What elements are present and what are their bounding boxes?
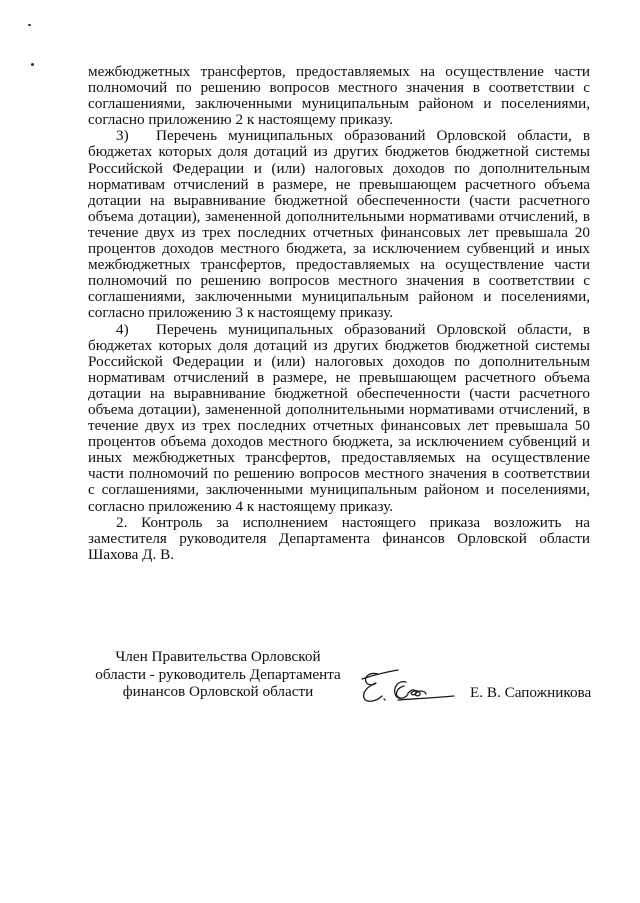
signatory-name: Е. В. Сапожникова (470, 684, 592, 701)
signature-block (0, 648, 640, 708)
scan-mark (31, 63, 34, 66)
signatory-title-line: финансов Орловской области (122, 683, 314, 700)
signatory-title-line: Член Правительства Орловской (115, 648, 321, 665)
continuation-paragraph: межбюджетных трансфертов, предоставляемых на осуществление части полномочий по решению вопросов местного значения в соответствии с соглашениями, заключенными муниципальным районом и поселениями, согласно приложению 2 к настоящему приказу. (88, 63, 590, 129)
list-item-3-number: 3) (116, 127, 129, 145)
scan-mark (28, 24, 31, 26)
paragraph-control: 2. Контроль за исполнением настоящего приказа возложить на заместителя руководителя Департамента финансов Орловской области Шахова Д. В. (88, 513, 590, 563)
signatory-title (80, 648, 356, 701)
list-item-4 (88, 322, 590, 515)
list-item-4-text: Перечень муниципальных образований Орловской области, в бюджетах которых доля дотаций из других бюджетов бюджетной системы Российской Федерации и (или) налоговых доходов по дополнительным нормативам отчислений в размере, не превышающем расчетного объема дотации на выравнивание бюджетной обеспеченности (части расчетного объема дотации), замененной дополнительными нормативами отчислений, в течение двух из трех последних отчетных финансовых лет превышала 50 процентов объема доходов местного бюджета, за исключением субвенций и иных межбюджетных трансфертов, предоставляемых на осуществление части полномочий по решению вопросов местного значения в соответствии с соглашениями, заключенными муниципальным районом и поселениями, согласно приложению 4 к настоящему приказу. (88, 320, 590, 515)
list-item-4-number: 4) (116, 320, 129, 338)
handwritten-signature (356, 662, 460, 706)
document-body (88, 64, 590, 563)
list-item-3 (88, 128, 590, 321)
list-item-3-text: Перечень муниципальных образований Орловской области, в бюджетах которых доля дотаций из других бюджетов бюджетной системы Российской Федерации и (или) налоговых доходов по дополнительным нормативам отчислений в размере, не превышающем расчетного объема дотации на выравнивание бюджетной обеспеченности (части расчетного объема дотации), замененной дополнительными нормативами отчислений, в течение двух из трех последних отчетных финансовых лет превышала 20 процентов доходов местного бюджета, за исключением субвенций и иных межбюджетных трансфертов, предоставляемых на осуществление части полномочий по решению вопросов местного значения в соответствии с соглашениями, заключенными муниципальным районом и поселениями, согласно приложению 3 к настоящему приказу. (88, 127, 590, 322)
signatory-title-line: области - руководитель Департамента (95, 665, 341, 683)
